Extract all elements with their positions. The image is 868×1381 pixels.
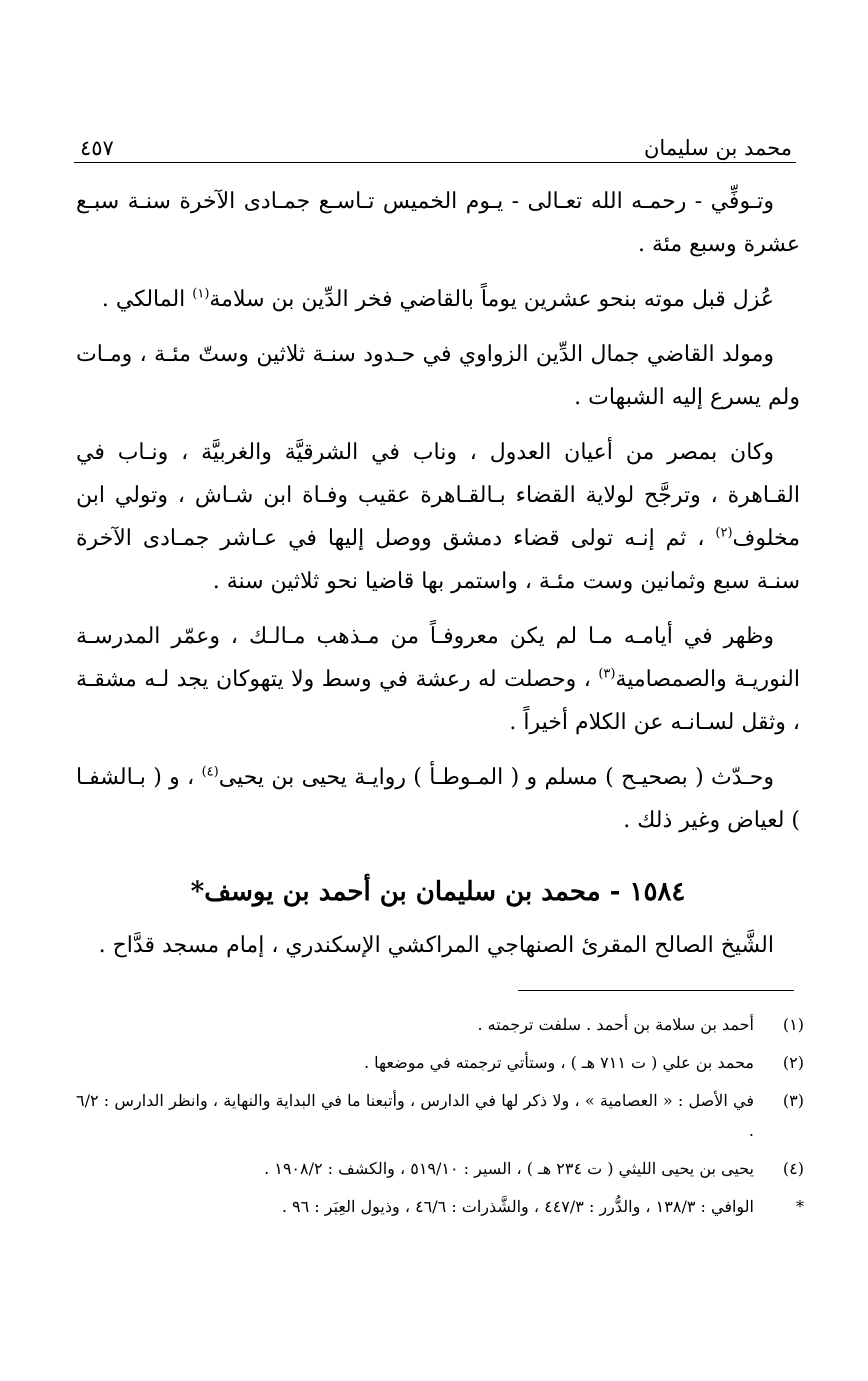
footnote-item [76, 1048, 804, 1078]
paragraph-madrasa [76, 615, 800, 744]
footnote-ref-3[interactable]: (٣) [598, 666, 616, 682]
paragraph-career [76, 431, 800, 603]
paragraph-narration [76, 756, 800, 842]
footnote-number: (٣) [782, 1091, 804, 1110]
paragraph-death: وتـوفِّي - رحمـه الله تعـالى - يـوم الخميس تـاسـع جمـادى الآخرة سنـة سبـع عشرة وسبع مئة . [76, 189, 800, 257]
footnotes-list [76, 1010, 804, 1222]
paragraph-text: ، وحصلت له رعشة في وسط ولا يتهوكان يجد لـه مشقـة ، وثقل لسـانـه عن الكلام أخيراً . [76, 667, 800, 735]
footnote-text: أحمد بن سلامة بن أحمد . سلفت ترجمته . [477, 1015, 754, 1034]
footnote-number: (٢) [782, 1053, 804, 1072]
footnote-ref-2[interactable]: (٢) [715, 525, 733, 541]
paragraph-birth: ومولد القاضي جمال الدِّين الزواوي في حـدود سنـة ثلاثين وستّ مئـة ، ومـات ولم يسرع إليه الشبهات . [76, 342, 800, 410]
footnote-number: (٤) [782, 1159, 804, 1178]
footnote-item [76, 1192, 804, 1222]
footnote-number: * [796, 1197, 804, 1216]
footnote-item [76, 1010, 804, 1040]
footnote-item [76, 1154, 804, 1184]
body-text [76, 180, 800, 842]
biography-heading: ١٥٨٤ - محمد بن سليمان بن أحمد بن يوسف* [190, 877, 686, 907]
paragraph-text: ، ثم إنـه تولى قضاء دمشق ووصل إليها في عـاشر جمـادى الآخرة سنـة سبع وثمانين وست مئـة ، واستمر بها قاضيا نحو ثلاثين سنة . [76, 526, 800, 594]
paragraph-text: وحـدّث ( بصحيـح ) مسلم و ( المـوطـأ ) روايـة يحيى بن يحيى [218, 765, 774, 790]
paragraph-dismissal [76, 278, 800, 321]
paragraph-text: وكان بمصر من أعيان العدول ، وناب في الشرقيَّة والغربيَّة ، ونـاب في القـاهرة ، وترجَّح لولاية القضاء بـالقـاهرة عقيب وفـاة ابن شـاش ، وتولي ابن مخلوف [76, 440, 800, 551]
paragraph-text: عُزل قبل موته بنحو عشرين يوماً بالقاضي فخر الدِّين بن سلامة [209, 287, 774, 312]
footnote-text: الوافي : ١٣٨/٣ ، والدُّرر : ٤٤٧/٣ ، والشَّذرات : ٤٦/٦ ، وذيول العِبَر : ٩٦ . [281, 1197, 754, 1216]
footnote-text: يحيى بن يحيى الليثي ( ت ٢٣٤ هـ ) ، السير : ٥١٩/١٠ ، والكشف : ١٩٠٨/٢ . [264, 1159, 754, 1178]
footnote-number: (١) [782, 1015, 804, 1034]
header-rule [74, 162, 796, 163]
page-number: ٤٥٧ [80, 136, 114, 160]
biography-intro: الشَّيخ الصالح المقرئ الصنهاجي المراكشي الإسكندري ، إمام مسجد قدَّاح . [98, 933, 774, 958]
paragraph-text: وظهر في أيامـه مـا لم يكن معروفـاً من مـذهب مـالـك ، وعمّر المدرسـة النوريـة والصمصامية [76, 624, 800, 692]
footnote-item [76, 1086, 804, 1146]
running-title: محمد بن سليمان [644, 136, 792, 160]
footnote-ref-4[interactable]: (٤) [201, 764, 219, 780]
paragraph-text: ، و ( بـالشفـا ) لعياض وغير ذلك . [76, 765, 800, 833]
footnote-separator [518, 990, 794, 991]
running-header [80, 126, 792, 160]
footnote-text: في الأصل : « العصامية » ، ولا ذكر لها في الدارس ، وأتبعنا ما في البداية والنهاية ، وانظر الدارس : ٦/٢ . [76, 1091, 754, 1140]
footnote-ref-1[interactable]: (١) [192, 286, 210, 302]
paragraph-text: المالكي . [101, 287, 193, 312]
footnote-text: محمد بن علي ( ت ٧١١ هـ ) ، وستأتي ترجمته في موضعها . [363, 1053, 754, 1072]
